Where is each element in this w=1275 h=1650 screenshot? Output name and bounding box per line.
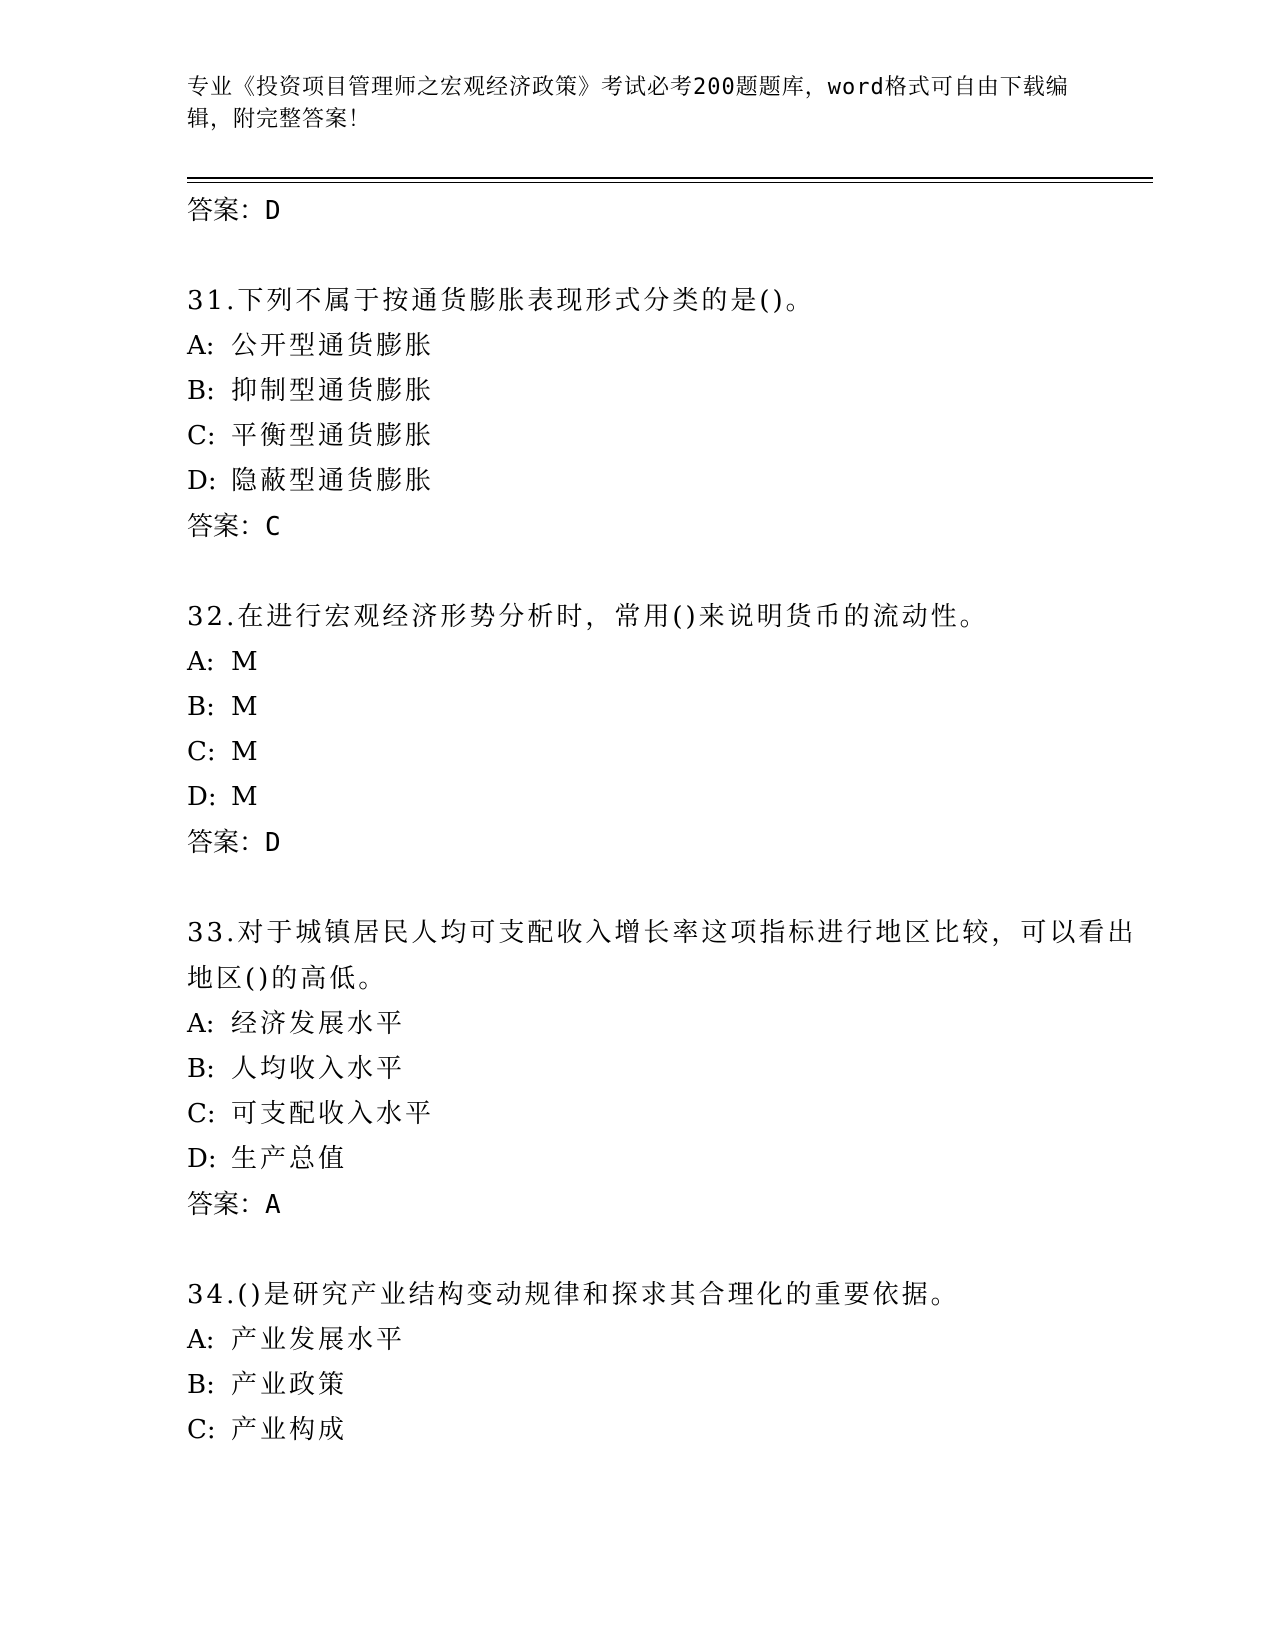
option-a [187,640,1147,685]
option-text: 平衡型通货膨胀 [231,421,435,451]
question-34 [187,1272,1147,1453]
option-letter: B: [187,692,215,722]
header-divider-thin [187,182,1153,183]
question-text: 31.下列不属于按通货膨胀表现形式分类的是()。 [187,286,815,316]
header-divider [187,177,1153,179]
option-letter: B: [187,1370,215,1400]
option-text: 产业发展水平 [231,1325,406,1355]
question-text: 32.在进行宏观经济形势分析时，常用()来说明货币的流动性。 [187,602,989,632]
option-d [187,775,1147,820]
option-b [187,369,1147,414]
option-a [187,1002,1147,1047]
option-text: 公开型通货膨胀 [231,331,435,361]
question-32 [187,594,1147,866]
option-c [187,1092,1147,1137]
option-letter: C: [187,1099,216,1129]
option-text: 产业构成 [231,1415,348,1445]
option-text: 产业政策 [231,1370,348,1400]
answer-line: 答案：D [187,196,281,226]
question-text: 34.()是研究产业结构变动规律和探求其合理化的重要依据。 [187,1280,960,1310]
option-letter: C: [187,737,216,767]
option-text: 人均收入水平 [231,1054,406,1084]
option-letter: A: [187,1325,215,1355]
option-text: 抑制型通货膨胀 [231,376,435,406]
option-a [187,1318,1147,1363]
option-letter: A: [187,647,215,677]
option-text: M [231,737,261,767]
answer-line: 答案：A [187,1190,281,1220]
option-text: M [231,647,261,677]
option-c [187,414,1147,459]
question-31 [187,278,1147,550]
option-text: 可支配收入水平 [231,1099,435,1129]
option-text: 生产总值 [231,1144,348,1174]
answer-line: 答案：C [187,512,281,542]
option-letter: D: [187,1144,217,1174]
option-c [187,730,1147,775]
answer-line: 答案：D [187,828,281,858]
option-text: M [231,692,261,722]
option-letter: A: [187,1009,215,1039]
option-c [187,1408,1147,1453]
option-text: 隐蔽型通货膨胀 [231,466,435,496]
option-letter: C: [187,1415,216,1445]
option-letter: B: [187,376,215,406]
option-letter: D: [187,782,217,812]
option-b [187,1047,1147,1092]
option-d [187,459,1147,504]
option-letter: B: [187,1054,215,1084]
option-d [187,1137,1147,1182]
option-letter: C: [187,421,216,451]
question-list [187,188,1147,1453]
page-header: 专业《投资项目管理师之宏观经济政策》考试必考200题题库，word格式可自由下载编辑，附完整答案！ [187,75,1069,132]
option-a [187,324,1147,369]
option-text: 经济发展水平 [231,1009,406,1039]
option-text: M [231,782,261,812]
option-letter: A: [187,331,215,361]
option-b [187,685,1147,730]
question-33 [187,910,1147,1228]
option-b [187,1363,1147,1408]
question-text: 33.对于城镇居民人均可支配收入增长率这项指标进行地区比较，可以看出地区()的高低。 [187,918,1137,994]
option-letter: D: [187,466,217,496]
